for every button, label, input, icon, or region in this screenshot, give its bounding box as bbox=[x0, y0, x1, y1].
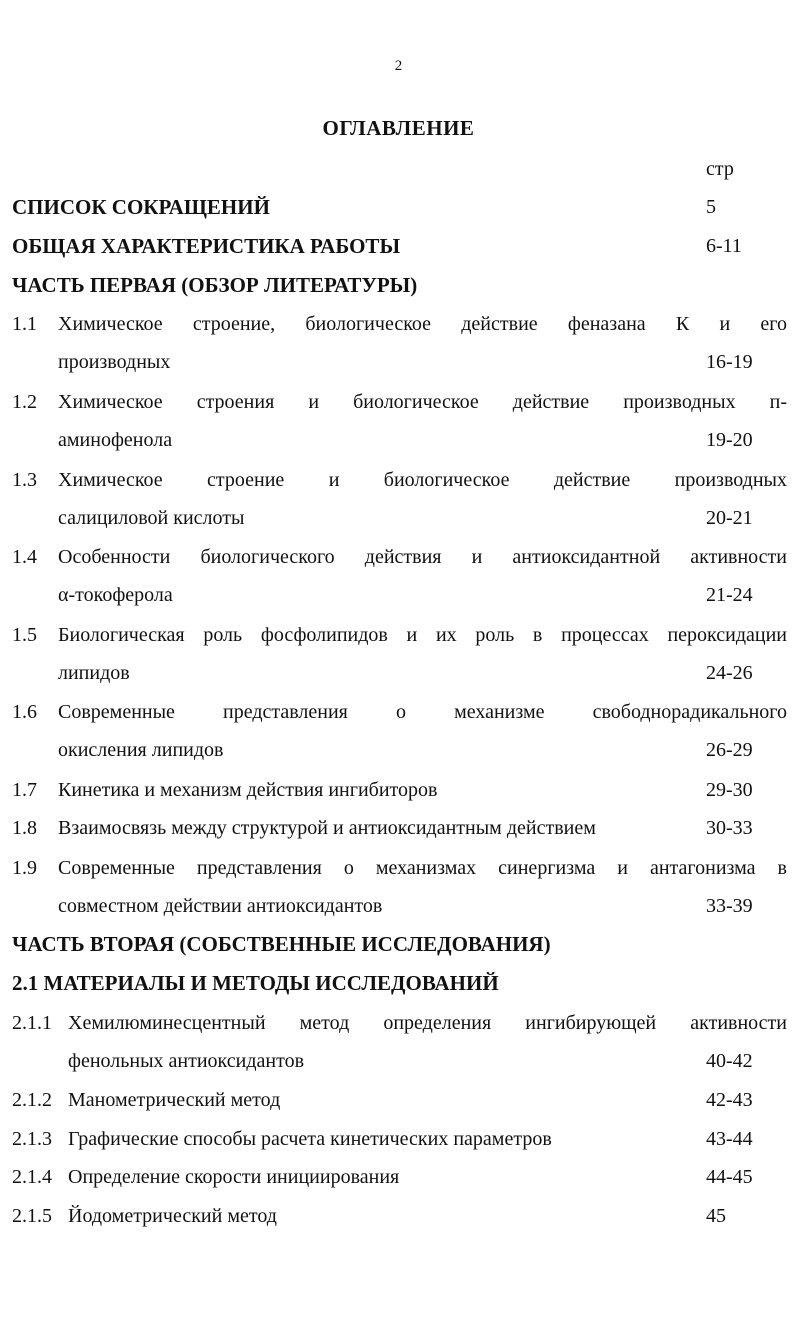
item-number: 1.5 bbox=[12, 624, 37, 646]
item-number: 1.1 bbox=[12, 313, 37, 335]
toc-section-2-1 bbox=[0, 968, 797, 998]
toc-item-1-9 bbox=[0, 853, 797, 883]
item-page: 43-44 bbox=[706, 1128, 753, 1150]
toc-item-1-4 bbox=[0, 542, 797, 572]
toc-item-1-5-cont bbox=[0, 658, 797, 688]
item-title-cont: фенольных антиоксидантов bbox=[68, 1050, 305, 1072]
section-title: 2.1 МАТЕРИАЛЫ И МЕТОДЫ ИССЛЕДОВАНИЙ bbox=[12, 971, 499, 995]
toc-entry-general bbox=[0, 231, 797, 261]
toc-title: ОГЛАВЛЕНИЕ bbox=[322, 116, 475, 140]
item-number: 2.1.2 bbox=[12, 1089, 52, 1111]
toc-item-2-1-3 bbox=[0, 1124, 797, 1154]
item-page: 42-43 bbox=[706, 1089, 753, 1111]
item-title: Хемилюминесцентный метод определения ингибирующей активности bbox=[68, 1012, 787, 1034]
toc-part-two bbox=[0, 929, 797, 959]
toc-item-1-4-cont bbox=[0, 580, 797, 610]
item-number: 2.1.5 bbox=[12, 1205, 52, 1227]
item-page: 29-30 bbox=[706, 779, 753, 801]
toc-item-2-1-1 bbox=[0, 1008, 797, 1038]
entry-page: 5 bbox=[706, 196, 716, 218]
entry-title: СПИСОК СОКРАЩЕНИЙ bbox=[12, 195, 270, 219]
item-title: Взаимосвязь между структурой и антиоксидантным действием bbox=[58, 817, 596, 839]
item-page: 20-21 bbox=[706, 507, 753, 529]
toc-part-one bbox=[0, 270, 797, 300]
item-number: 1.3 bbox=[12, 469, 37, 491]
item-title: Йодометрический метод bbox=[68, 1205, 277, 1227]
item-page: 44-45 bbox=[706, 1166, 753, 1188]
toc-item-1-6 bbox=[0, 697, 797, 727]
item-title: Химическое строения и биологическое действие производных п- bbox=[58, 391, 787, 413]
toc-item-1-5 bbox=[0, 620, 797, 650]
toc-item-1-2-cont bbox=[0, 425, 797, 455]
page-column-header bbox=[0, 154, 797, 184]
item-title: Химическое строение, биологическое действие феназана К и его bbox=[58, 313, 787, 335]
item-title-cont: окисления липидов bbox=[58, 739, 224, 761]
item-title: Химическое строение и биологическое действие производных bbox=[58, 469, 787, 491]
toc-item-1-9-cont bbox=[0, 891, 797, 921]
toc-item-1-1 bbox=[0, 309, 797, 339]
item-title-cont: липидов bbox=[58, 662, 130, 684]
toc-item-1-7 bbox=[0, 775, 797, 805]
toc-item-1-3 bbox=[0, 465, 797, 495]
entry-page: 6-11 bbox=[706, 235, 742, 257]
toc-item-1-8 bbox=[0, 813, 797, 843]
toc-item-2-1-1-cont bbox=[0, 1046, 797, 1076]
item-title: Определение скорости инициирования bbox=[68, 1166, 400, 1188]
toc-item-1-3-cont bbox=[0, 503, 797, 533]
item-page: 16-19 bbox=[706, 351, 753, 373]
item-number: 1.4 bbox=[12, 546, 37, 568]
item-title-cont: α-токоферола bbox=[58, 584, 173, 606]
item-page: 26-29 bbox=[706, 739, 753, 761]
item-title: Манометрический метод bbox=[68, 1089, 281, 1111]
item-number: 1.7 bbox=[12, 779, 37, 801]
item-number: 1.2 bbox=[12, 391, 37, 413]
toc-entry-abbreviations bbox=[0, 192, 797, 222]
toc-item-2-1-2 bbox=[0, 1085, 797, 1115]
part-title: ЧАСТЬ ПЕРВАЯ (ОБЗОР ЛИТЕРАТУРЫ) bbox=[12, 273, 418, 297]
item-number: 1.9 bbox=[12, 857, 37, 879]
part-title: ЧАСТЬ ВТОРАЯ (СОБСТВЕННЫЕ ИССЛЕДОВАНИЯ) bbox=[12, 932, 551, 956]
item-title: Биологическая роль фосфолипидов и их роль в процессах пероксидации bbox=[58, 624, 787, 646]
entry-title: ОБЩАЯ ХАРАКТЕРИСТИКА РАБОТЫ bbox=[12, 234, 401, 258]
item-title-cont: производных bbox=[58, 351, 171, 373]
item-title-cont: совместном действии антиоксидантов bbox=[58, 895, 383, 917]
item-page: 24-26 bbox=[706, 662, 753, 684]
item-number: 2.1.4 bbox=[12, 1166, 52, 1188]
item-number: 1.6 bbox=[12, 701, 37, 723]
item-title: Особенности биологического действия и антиоксидантной активности bbox=[58, 546, 787, 568]
item-number: 1.8 bbox=[12, 817, 37, 839]
item-page: 30-33 bbox=[706, 817, 753, 839]
item-page: 21-24 bbox=[706, 584, 753, 606]
item-number: 2.1.1 bbox=[12, 1012, 52, 1034]
toc-item-2-1-5 bbox=[0, 1201, 797, 1231]
item-page: 19-20 bbox=[706, 429, 753, 451]
item-number: 2.1.3 bbox=[12, 1128, 52, 1150]
item-page: 40-42 bbox=[706, 1050, 753, 1072]
toc-item-1-2 bbox=[0, 387, 797, 417]
page-column-label: стр bbox=[706, 158, 734, 180]
item-title-cont: аминофенола bbox=[58, 429, 173, 451]
item-title: Современные представления о механизмах синергизма и антагонизма в bbox=[58, 857, 787, 879]
item-title: Кинетика и механизм действия ингибиторов bbox=[58, 779, 438, 801]
item-page: 33-39 bbox=[706, 895, 753, 917]
item-page: 45 bbox=[706, 1205, 726, 1227]
item-title: Графические способы расчета кинетических параметров bbox=[68, 1128, 552, 1150]
toc-item-2-1-4 bbox=[0, 1162, 797, 1192]
page-number: 2 bbox=[394, 58, 403, 74]
item-title: Современные представления о механизме свободнорадикального bbox=[58, 701, 787, 723]
toc-item-1-1-cont bbox=[0, 347, 797, 377]
item-title-cont: салициловой кислоты bbox=[58, 507, 245, 529]
toc-item-1-6-cont bbox=[0, 735, 797, 765]
